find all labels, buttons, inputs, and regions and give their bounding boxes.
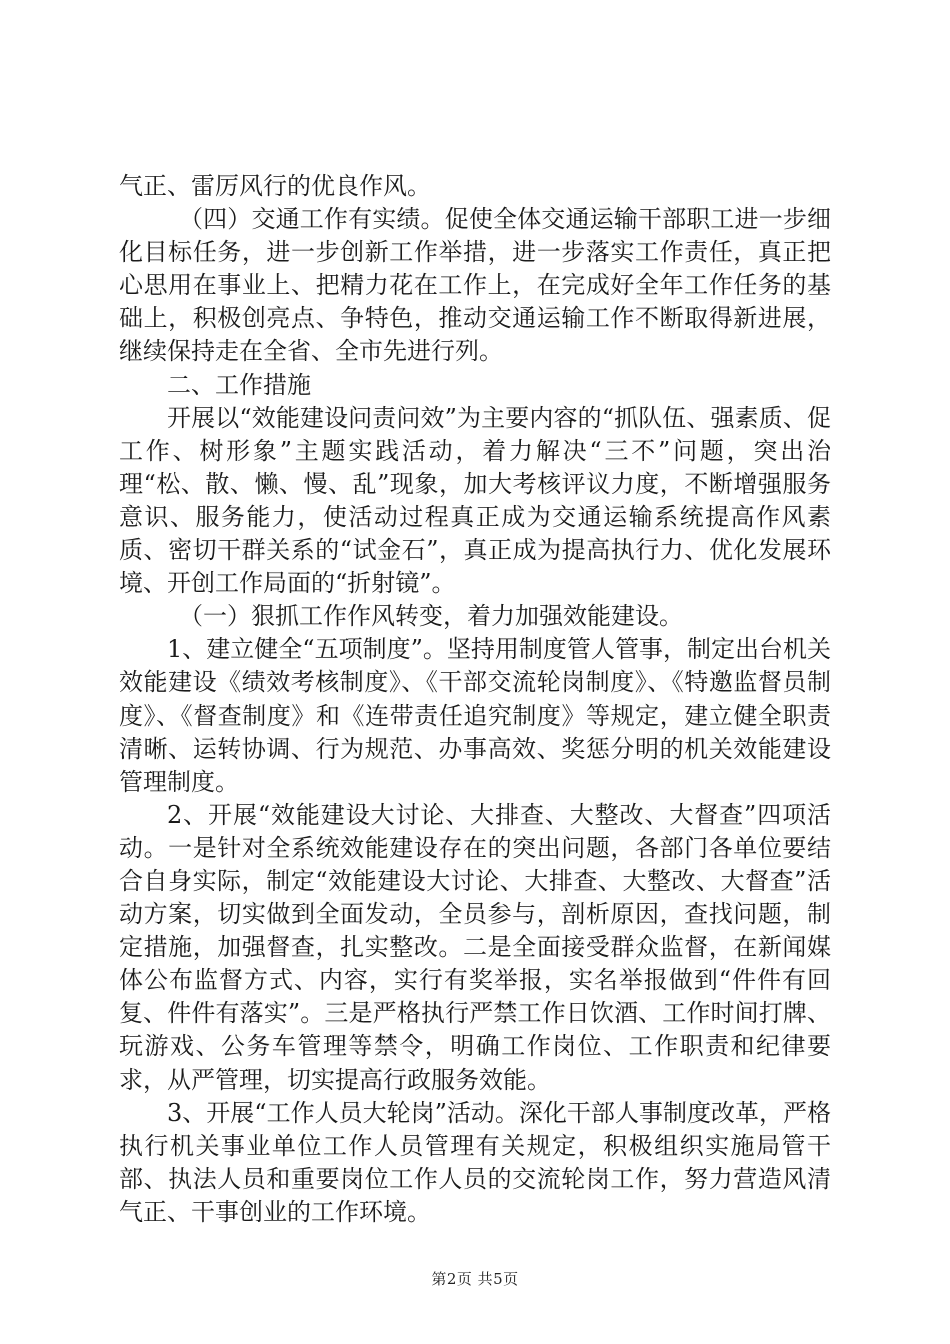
page-indicator: 第2页 共5页 xyxy=(431,1270,519,1288)
paragraph-continuation: 气正、雷厉风行的优良作风。 xyxy=(119,172,431,200)
paragraph-item-one: 1、建立健全“五项制度”。坚持用制度管人管事，制定出台机关效能建设《绩效考核制度》、《干部交流轮岗制度》、《特邀监督员制度》、《督查制度》和《连带责任追究制度》等规定，建立健全职责清晰、运转协调、行为规范、办事高效、奖惩分明的机关效能建设管理制度。 xyxy=(119,635,831,796)
paragraph-item-two: 2、开展“效能建设大讨论、大排查、大整改、大督查”四项活动。一是针对全系统效能建设存在的突出问题，各部门各单位要结合自身实际，制定“效能建设大讨论、大排查、大整改、大督查”活动方案，切实做到全面发动，全员参与，剖析原因，查找问题，制定措施，加强督查，扎实整改。二是全面接受群众监督，在新闻媒体公布监督方式、内容，实行有奖举报，实名举报做到“件件有回复、件件有落实”。三是严格执行严禁工作日饮酒、工作时间打牌、玩游戏、公务车管理等禁令，明确工作岗位、工作职责和纪律要求，从严管理，切实提高行政服务效能。 xyxy=(119,800,831,1094)
paragraph-section-four: （四）交通工作有实绩。促使全体交通运输干部职工进一步细化目标任务，进一步创新工作举措，进一步落实工作责任，真正把心思用在事业上、把精力花在工作上，在完成好全年工作任务的基础上，积极创亮点、争特色，推动交通运输工作不断取得新进展，继续保持走在全省、全市先进行列。 xyxy=(119,205,831,366)
page-footer xyxy=(0,1268,950,1289)
subheading-section-one: （一）狠抓工作作风转变，着力加强效能建设。 xyxy=(179,602,683,631)
paragraph-measures-intro: 开展以“效能建设问责问效”为主要内容的“抓队伍、强素质、促工作、树形象”主题实践活动，着力解决“三不”问题，突出治理“松、散、懒、慢、乱”现象，加大考核评议力度，不断增强服务意识、服务能力，使活动过程真正成为交通运输系统提高作风素质、密切干群关系的“试金石”，真正成为提高执行力、优化发展环境、开创工作局面的“折射镜”。 xyxy=(119,403,831,598)
document-body xyxy=(119,170,831,1229)
paragraph-item-three: 3、开展“工作人员大轮岗”活动。深化干部人事制度改革，严格执行机关事业单位工作人员管理有关规定，积极组织实施局管干部、执法人员和重要岗位工作人员的交流轮岗工作，努力营造风清气正、干事创业的工作环境。 xyxy=(119,1098,831,1226)
heading-work-measures: 二、工作措施 xyxy=(167,370,311,399)
